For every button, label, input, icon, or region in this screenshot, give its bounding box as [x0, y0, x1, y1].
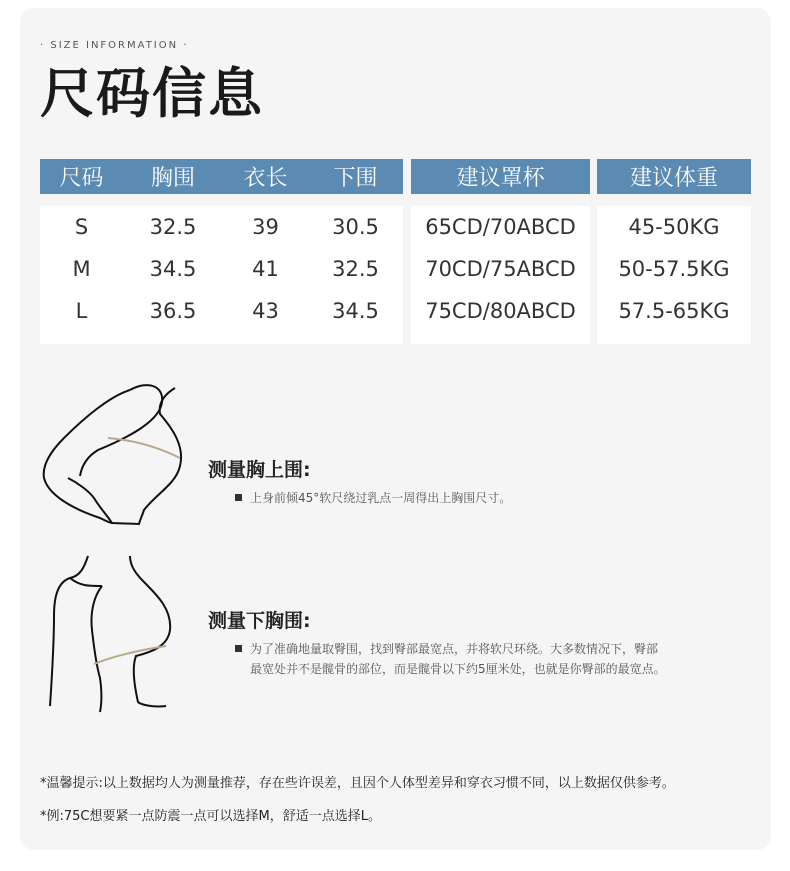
bust-upper-figure-icon — [40, 380, 190, 530]
cell-length: 43 — [252, 299, 279, 323]
header-bust: 胸围 — [150, 166, 195, 191]
measure-under-text-1: 为了准确地量取臀围，找到臀部最宽点，并将软尺环绕。大多数情况下，臀部 — [250, 642, 659, 656]
measure-upper-line — [235, 488, 511, 508]
table-body-weight — [597, 206, 751, 344]
table-row — [40, 206, 403, 248]
header-length: 衣长 — [243, 166, 288, 191]
note-tip: *温馨提示:以上数据均人为测量推荐，存在些许误差，且因个人体型差异和穿衣习惯不同，以上数据仅供参考。 — [40, 776, 675, 791]
cell-size: M — [72, 257, 91, 281]
measure-upper-title: 测量胸上围: — [208, 459, 311, 481]
measure-under-text-2: 最宽处并不是髋骨的部位，而是髋骨以下约5厘米处，也就是你臀部的最宽点。 — [250, 662, 666, 676]
cell-length: 41 — [252, 257, 279, 281]
cell-size: L — [75, 299, 88, 323]
bust-under-figure-icon — [40, 552, 190, 712]
table-row — [40, 290, 403, 332]
cell-weight: 45-50KG — [628, 215, 720, 239]
cell-size: S — [74, 215, 89, 239]
measure-upper-text: 上身前倾45°软尺绕过乳点一周得出上胸围尺寸。 — [250, 491, 512, 505]
page-title: 尺码信息 — [40, 62, 264, 125]
table-row — [411, 206, 590, 248]
measure-under-title: 测量下胸围: — [208, 610, 311, 632]
bullet-square-icon — [235, 494, 242, 501]
header-under: 下围 — [333, 166, 378, 191]
cell-bust: 32.5 — [149, 215, 197, 239]
cell-bust: 34.5 — [149, 257, 197, 281]
size-table-cup — [411, 159, 590, 344]
size-table-main — [40, 159, 403, 344]
cell-cup: 75CD/80ABCD — [425, 299, 576, 323]
measure-under-block — [208, 606, 666, 679]
table-row — [597, 290, 751, 332]
cell-cup: 65CD/70ABCD — [425, 215, 576, 239]
cell-length: 39 — [252, 215, 279, 239]
table-header-cup — [411, 159, 590, 194]
table-row — [40, 248, 403, 290]
measure-under-line — [235, 639, 666, 659]
cell-under: 34.5 — [332, 299, 379, 323]
table-header-weight — [597, 159, 751, 194]
cell-under: 32.5 — [332, 257, 379, 281]
table-header-main — [40, 159, 403, 194]
header-weight: 建议体重 — [629, 166, 718, 191]
section-subtitle: · SIZE INFORMATION · — [40, 40, 189, 51]
size-table-weight — [597, 159, 751, 344]
table-body-main — [40, 206, 403, 344]
table-row — [411, 248, 590, 290]
cell-under: 30.5 — [332, 215, 379, 239]
cell-cup: 70CD/75ABCD — [425, 257, 576, 281]
table-row — [597, 206, 751, 248]
header-size: 尺码 — [59, 166, 104, 191]
table-body-cup — [411, 206, 590, 344]
cell-weight: 50-57.5KG — [618, 257, 730, 281]
bullet-square-icon — [235, 645, 242, 652]
header-cup: 建议罩杯 — [456, 166, 545, 191]
measure-upper-block — [208, 455, 511, 508]
cell-bust: 36.5 — [149, 299, 197, 323]
table-row — [597, 248, 751, 290]
table-row — [411, 290, 590, 332]
measure-under-lines — [235, 639, 666, 679]
cell-weight: 57.5-65KG — [618, 299, 730, 323]
note-example: *例:75C想要紧一点防震一点可以选择M，舒适一点选择L。 — [40, 809, 381, 824]
measure-under-line — [235, 659, 666, 679]
